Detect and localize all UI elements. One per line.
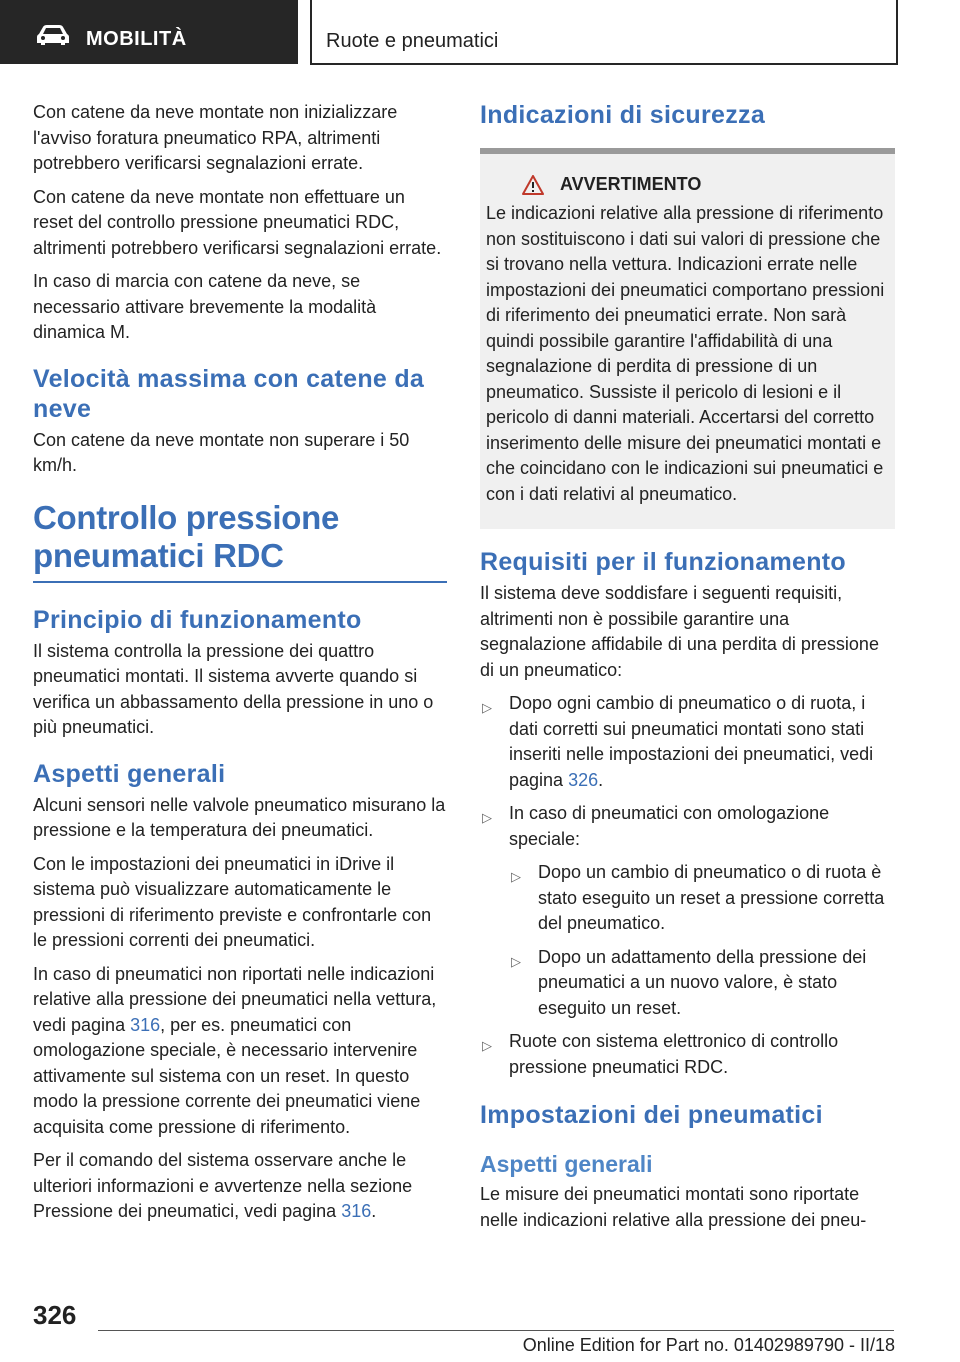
page-link[interactable]: 326 bbox=[568, 769, 599, 790]
paragraph: Alcuni sensori nelle valvole pneumatico misurano la pressione e la temperatura dei pneumatici. bbox=[33, 794, 446, 840]
car-icon bbox=[36, 24, 70, 46]
list-item: ▷ In caso di pneumatici con omologazione speciale: ▷ Dopo un cambio di pneumatico o di ruota è stato eseguito un reset a pressione corretta del pneumatico. ▷ Dopo un adattamento della pressione dei pneumatici a un nuovo valore, è stato eseguito un reset. bbox=[480, 801, 895, 1021]
heading-requirements: Requisiti per il funzionamento bbox=[480, 548, 846, 576]
section-title: MOBILITÀ bbox=[86, 28, 187, 50]
list-item: ▷ Dopo un adattamento della pressione dei pneumatici a un nuovo valore, è stato eseguito un reset. bbox=[511, 946, 867, 1018]
heading-safety: Indicazioni di sicurezza bbox=[480, 101, 766, 129]
paragraph: Il sistema deve soddisfare i seguenti requisiti, altrimenti non è possibile garantire una segnalazione affidabile di una perdita di pressione di un pneumatico: bbox=[480, 583, 879, 680]
page-link[interactable]: 316 bbox=[130, 1014, 161, 1035]
header-rule bbox=[310, 63, 898, 65]
list-item: ▷ Dopo un cambio di pneumatico o di ruota è stato eseguito un reset a pressione corretta del pneumatico. bbox=[511, 862, 885, 933]
page-number: 326 bbox=[33, 1300, 77, 1330]
heading-general: Aspetti generali bbox=[480, 1151, 653, 1177]
paragraph: In caso di marcia con catene da neve, se necessario attivare brevemente la modalità dinamica M. bbox=[33, 271, 377, 342]
warning-triangle-icon bbox=[522, 175, 544, 195]
paragraph: Il sistema controlla la pressione dei quattro pneumatici montati. Il sistema avverte quando si verifica un abbassamento della pressione in uno o più pneumatici. bbox=[33, 640, 434, 737]
footer-rule bbox=[98, 1330, 894, 1331]
page-header bbox=[0, 0, 960, 66]
warning-header bbox=[486, 174, 887, 195]
heading-principle: Principio di funzionamento bbox=[33, 605, 362, 634]
paragraph: Per il comando del sistema osservare anche le ulteriori informazioni e avvertenze nella sezione Pressione dei pneumatici, vedi pagina 316. bbox=[33, 1150, 413, 1221]
section-tab bbox=[0, 0, 298, 64]
list-item: ▷ Ruote con sistema elettronico di controllo pressione pneumatici RDC. bbox=[482, 1031, 839, 1077]
paragraph: Le misure dei pneumatici montati sono riportate nelle indicazioni relative alla pressione dei pneu- bbox=[480, 1184, 867, 1230]
chapter-tab bbox=[310, 0, 898, 63]
list-item: ▷ Dopo ogni cambio di pneumatico o di ruota, i dati corretti sui pneumatici montati sono stati inseriti nelle impostazioni dei pneumatici, vedi pagina 326. bbox=[482, 693, 874, 790]
page-link[interactable]: 316 bbox=[341, 1201, 372, 1221]
paragraph: Con catene da neve montate non superare i 50 km/h. bbox=[33, 429, 410, 475]
right-column bbox=[480, 100, 895, 1241]
requirements-list bbox=[480, 691, 895, 1080]
heading-snow-chain-speed: Velocità massima con catene da neve bbox=[33, 364, 425, 423]
warning-text: Le indicazioni relative alla pressione di riferimento non sostituiscono i dati sui valori di pressione che si trovano nella vettura. Indicazioni errate nelle impostazioni dei pneumatici comportano pressioni di riferimento dei pneumatici errate. Non sarà quindi possibile garantire l'affidabilità di una segnalazione di perdita di pressione di un pneumatico. Sussiste il pericolo di lesioni e il pericolo di danni materiali. Accertarsi del corretto inserimento delle misure dei pneumatici montati e che coincidano con le indicazioni sui pneumatici e con i dati relativi al pneumatico. bbox=[486, 203, 885, 504]
warning-title: AVVERTIMENTO bbox=[560, 174, 702, 194]
heading-general: Aspetti generali bbox=[33, 759, 226, 788]
heading-tyre-settings: Impostazioni dei pneumatici bbox=[480, 1101, 823, 1129]
left-column bbox=[33, 100, 447, 1233]
paragraph: In caso di pneumatici non riportati nelle indicazioni relative alla pressione dei pneumatici nella vettura, vedi pagina 316, per es. pneumatici con omologazione speciale, è necessario intervenire attivamente sul sistema con un reset. In questo modo la pressione corrente dei pneumatici viene acquisita come pressione di riferimento. bbox=[33, 963, 437, 1137]
triangle-bullet-icon: ▷ bbox=[511, 953, 521, 969]
triangle-bullet-icon: ▷ bbox=[511, 869, 521, 884]
chapter-title: Ruote e pneumatici bbox=[326, 30, 499, 52]
paragraph: Con catene da neve montate non effettuare un reset del controllo pressione pneumatici RDC, altrimenti potrebbero verificarsi segnalazioni errate. bbox=[33, 186, 442, 258]
warning-box bbox=[480, 148, 895, 529]
triangle-bullet-icon: ▷ bbox=[482, 1038, 492, 1053]
paragraph: Con le impostazioni dei pneumatici in iDrive il sistema può visualizzare automaticamente le pressioni di riferimento previste e confrontarle con le pressioni correnti dei pneumatici. bbox=[33, 853, 432, 950]
edition-note: Online Edition for Part no. 01402989790 - II/18 bbox=[522, 1335, 895, 1355]
paragraph: Con catene da neve montate non inizializzare l'avviso foratura pneumatico RPA, altrimenti potrebbero verificarsi segnalazioni errate. bbox=[33, 102, 398, 173]
triangle-bullet-icon: ▷ bbox=[482, 700, 492, 715]
sub-list bbox=[509, 860, 895, 1021]
triangle-bullet-icon: ▷ bbox=[482, 810, 492, 825]
heading-rdc: Controllo pressione pneumatici RDC bbox=[33, 499, 447, 583]
